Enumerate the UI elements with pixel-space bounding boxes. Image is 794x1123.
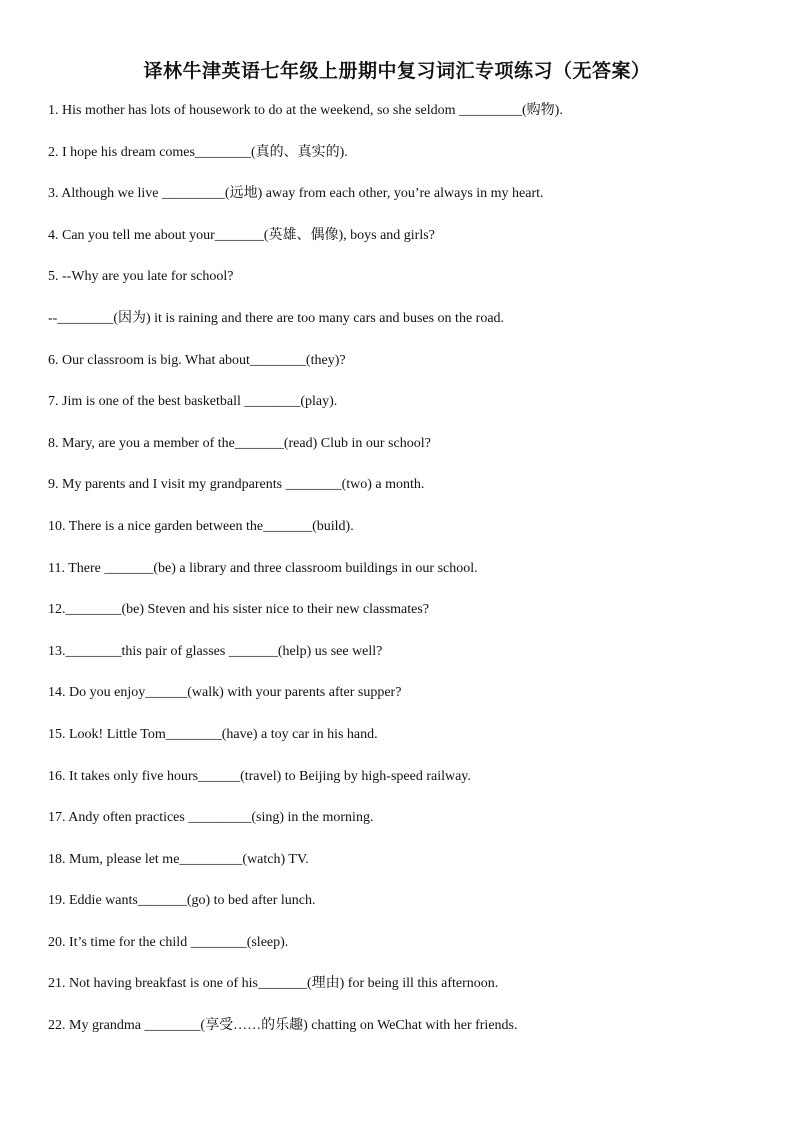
question-7: 7. Jim is one of the best basketball ________(play). [48, 394, 338, 410]
question-11: 11. There _______(be) a library and three classroom buildings in our school. [48, 560, 478, 576]
page-title: 译林牛津英语七年级上册期中复习词汇专项练习（无答案） [143, 60, 651, 82]
question-15: 15. Look! Little Tom________(have) a toy car in his hand. [48, 726, 378, 742]
question-5-prompt: 5. --Why are you late for school? [48, 269, 234, 285]
question-16: 16. It takes only five hours______(travel) to Beijing by high-speed railway. [48, 768, 471, 784]
question-12: 12.________(be) Steven and his sister nice to their new classmates? [48, 602, 430, 618]
question-6: 6. Our classroom is big. What about________(they)? [48, 352, 346, 368]
question-5-response: --________(因为) it is raining and there are too many cars and buses on the road. [48, 310, 505, 326]
question-14: 14. Do you enjoy______(walk) with your parents after supper? [48, 685, 402, 701]
question-22: 22. My grandma ________(享受……的乐趣) chatting on WeChat with her friends. [48, 1018, 518, 1034]
question-2: 2. I hope his dream comes________(真的、真实的). [48, 144, 348, 160]
question-18: 18. Mum, please let me_________(watch) TV. [48, 851, 309, 867]
question-4: 4. Can you tell me about your_______(英雄、偶像), boys and girls? [48, 227, 435, 243]
question-19: 19. Eddie wants_______(go) to bed after lunch. [48, 893, 316, 909]
question-9: 9. My parents and I visit my grandparents ________(two) a month. [48, 477, 425, 493]
question-8: 8. Mary, are you a member of the_______(read) Club in our school? [48, 435, 431, 451]
question-list [48, 100, 768, 1057]
question-17: 17. Andy often practices _________(sing) in the morning. [48, 810, 374, 826]
question-3: 3. Although we live _________(远地) away from each other, you’re always in my heart. [48, 186, 544, 202]
question-10: 10. There is a nice garden between the_______(build). [48, 518, 354, 534]
question-13: 13.________this pair of glasses _______(help) us see well? [48, 643, 383, 659]
question-21: 21. Not having breakfast is one of his_______(理由) for being ill this afternoon. [48, 976, 499, 992]
question-1: 1. His mother has lots of housework to do at the weekend, so she seldom _________(购物). [48, 103, 563, 118]
question-20: 20. It’s time for the child ________(sleep). [48, 934, 289, 950]
